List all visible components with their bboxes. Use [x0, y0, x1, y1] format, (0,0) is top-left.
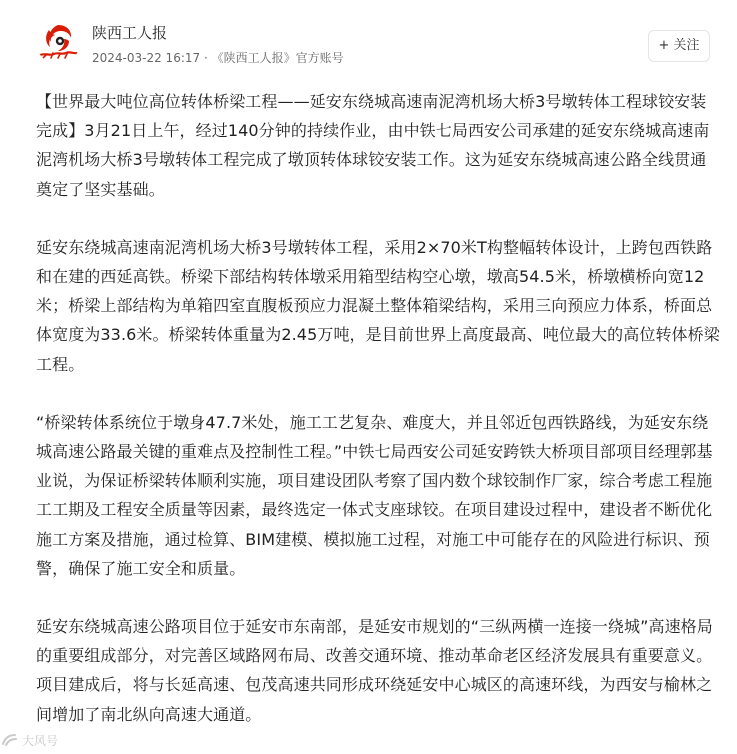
article-paragraph: “桥梁转体系统位于墩身47.7米处，施工工艺复杂、难度大，并且邻近包西铁路线，为延安东绕城高速公路最关键的重难点及控制性工程。”中铁七局西安公司延安跨铁大桥项目部项目经理郭基业说，为保证桥梁转体顺利实施，项目建设团队考察了国内数个球铰制作厂家，综合考虑工程施工工期及工程安全质量等因素，最终选定一体式支座球铰。在项目建设过程中，建设者不断优化施工方案及措施，通过检算、BIM建模、模拟施工过程，对施工中可能存在的风险进行标识、预警，确保了施工安全和质量。 — [36, 412, 713, 578]
publish-meta — [92, 50, 344, 66]
article-body — [36, 87, 720, 729]
article-paragraph: 延安东绕城高速南泥湾机场大桥3号墩转体工程，采用2×70米T构整幅转体设计，上跨包西铁路和在建的西延高铁。桥梁下部结构转体墩采用箱型结构空心墩，墩高54.5米，桥墩横桥向宽12米；桥梁上部结构为单箱四室直腹板预应力混凝土整体箱梁结构，采用三向预应力体系，桥面总体宽度为33.6米。桥梁转体重量为2.45万吨，是目前世界上高度最高、吨位最大的高位转体桥梁工程。 — [36, 237, 720, 374]
publish-time: 2024-03-22 16:17 — [92, 51, 201, 65]
watermark — [0, 729, 58, 751]
shaanxi-workers-daily-logo-icon — [36, 20, 80, 64]
account-avatar[interactable] — [36, 20, 80, 64]
watermark-text: 大风号 — [22, 733, 59, 748]
article-header — [0, 0, 737, 80]
article-paragraph: 【世界最大吨位高位转体桥梁工程——延安东绕城高速南泥湾机场大桥3号墩转体工程球铰安装完成】3月21日上午，经过140分钟的持续作业，由中铁七局西安公司承建的延安东绕城高速南泥湾机场大桥3号墩转体工程完成了墩顶转体球铰安装工作。这为延安东绕城高速公路全线贯通奠定了坚实基础。 — [36, 92, 710, 199]
account-name[interactable]: 陕西工人报 — [92, 24, 168, 42]
source-label: · 《陕西工人报》官方账号 — [200, 51, 344, 65]
watermark-logo-icon — [0, 732, 20, 748]
follow-button[interactable]: + 关注 — [648, 30, 710, 62]
article-paragraph: 延安东绕城高速公路项目位于延安市东南部，是延安市规划的“三纵两横一连接一绕城”高速格局的重要组成部分，对完善区域路网布局、改善交通环境、推动革命老区经济发展具有重要意义。项目建成后，将与长延高速、包茂高速共同形成环绕延安中心城区的高速环线，为西安与榆林之间增加了南北纵向高速大通道。 — [36, 617, 713, 724]
